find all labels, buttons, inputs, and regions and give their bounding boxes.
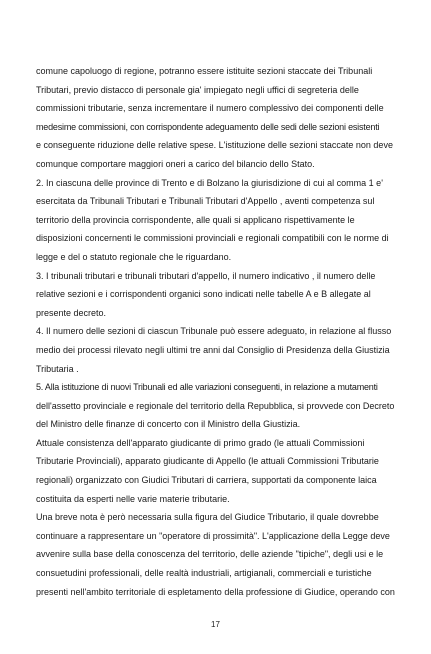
text-line: esercitata da Tribunali Tributari e Tribunali Tributari d'Appello , aventi competenza sul — [36, 196, 375, 207]
text-line: Una breve nota è però necessaria sulla figura del Giudice Tributario, il quale dovrebbe — [36, 512, 379, 523]
text-line: Attuale consistenza dell'apparato giudicante di primo grado (le attuali Commissioni — [36, 437, 365, 448]
text-line: territorio della provincia corrispondente, alle quali si applicano rispettivamente le — [36, 214, 355, 225]
text-line: relative sezioni e i corrispondenti organici sono indicati nelle tabelle A e B allegate al — [36, 289, 371, 300]
text-line: presenti nell'ambito territoriale di espletamento della professione di Giudice, operando con — [36, 586, 395, 597]
text-line: Tributari, previo distacco di personale gia' impiegato negli uffici di segreteria delle — [36, 84, 359, 95]
text-line: comunque comportare maggiori oneri a carico del bilancio dello Stato. — [36, 158, 315, 169]
text-line: Tributaria . — [36, 363, 79, 374]
text-line: medesime commissioni, con corrispondente adeguamento delle sedi delle sezioni esistenti — [36, 121, 380, 132]
page-number: 17 — [211, 620, 220, 629]
text-line: 3. I tribunali tributari e tribunali tributari d'appello, il numero indicativo , il numero delle — [36, 270, 376, 281]
text-line: continuare a rappresentare un "operatore di prossimità". L'applicazione della Legge deve — [36, 530, 390, 541]
text-line: dell'assetto provinciale e regionale del territorio della Repubblica, si provvede con Decreto — [36, 400, 395, 411]
text-line: medio dei processi rilevato negli ultimi tre anni dal Consiglio di Presidenza della Giustizia — [36, 344, 390, 355]
text-line: commissioni tributarie, senza incrementare il numero complessivo dei componenti delle — [36, 103, 384, 114]
text-line: regionali) organizzato con Giudici Tributari di carriera, supportati da componente laica — [36, 475, 377, 486]
body-text — [36, 62, 396, 601]
text-line: consuetudini professionali, delle realtà industriali, artigianali, commerciali e turistiche — [36, 568, 372, 579]
text-line: 5. Alla istituzione di nuovi Tribunali ed alle variazioni conseguenti, in relazione a mutamenti — [36, 382, 378, 393]
text-line: presente decreto. — [36, 307, 107, 318]
text-line: avvenire sulla base della conoscenza del territorio, delle aziende "tipiche", degli usi e le — [36, 549, 384, 560]
text-line: Tributarie Provinciali), apparato giudicante di Appello (le attuali Commissioni Tributarie — [36, 456, 379, 467]
text-line: 4. Il numero delle sezioni di ciascun Tribunale può essere adeguato, in relazione al flusso — [36, 326, 392, 337]
text-line: comune capoluogo di regione, potranno essere istituite sezioni staccate dei Tribunali — [36, 66, 373, 76]
text-line: disposizioni concernenti le commissioni provinciali e regionali compatibili con le norme di — [36, 233, 389, 244]
text-line: e conseguente riduzione delle relative spese. L'istituzione delle sezioni staccate non deve — [36, 140, 393, 151]
text-line: del Ministro delle finanze di concerto con il Ministro della Giustizia. — [36, 419, 301, 430]
text-line: costituita da esperti nelle varie materie tributarie. — [36, 493, 230, 504]
text-line: 2. In ciascuna delle province di Trento e di Bolzano la giurisdizione di cui al comma 1 e' — [36, 177, 383, 188]
text-line: legge e del o statuto regionale che le riguardano. — [36, 251, 232, 262]
